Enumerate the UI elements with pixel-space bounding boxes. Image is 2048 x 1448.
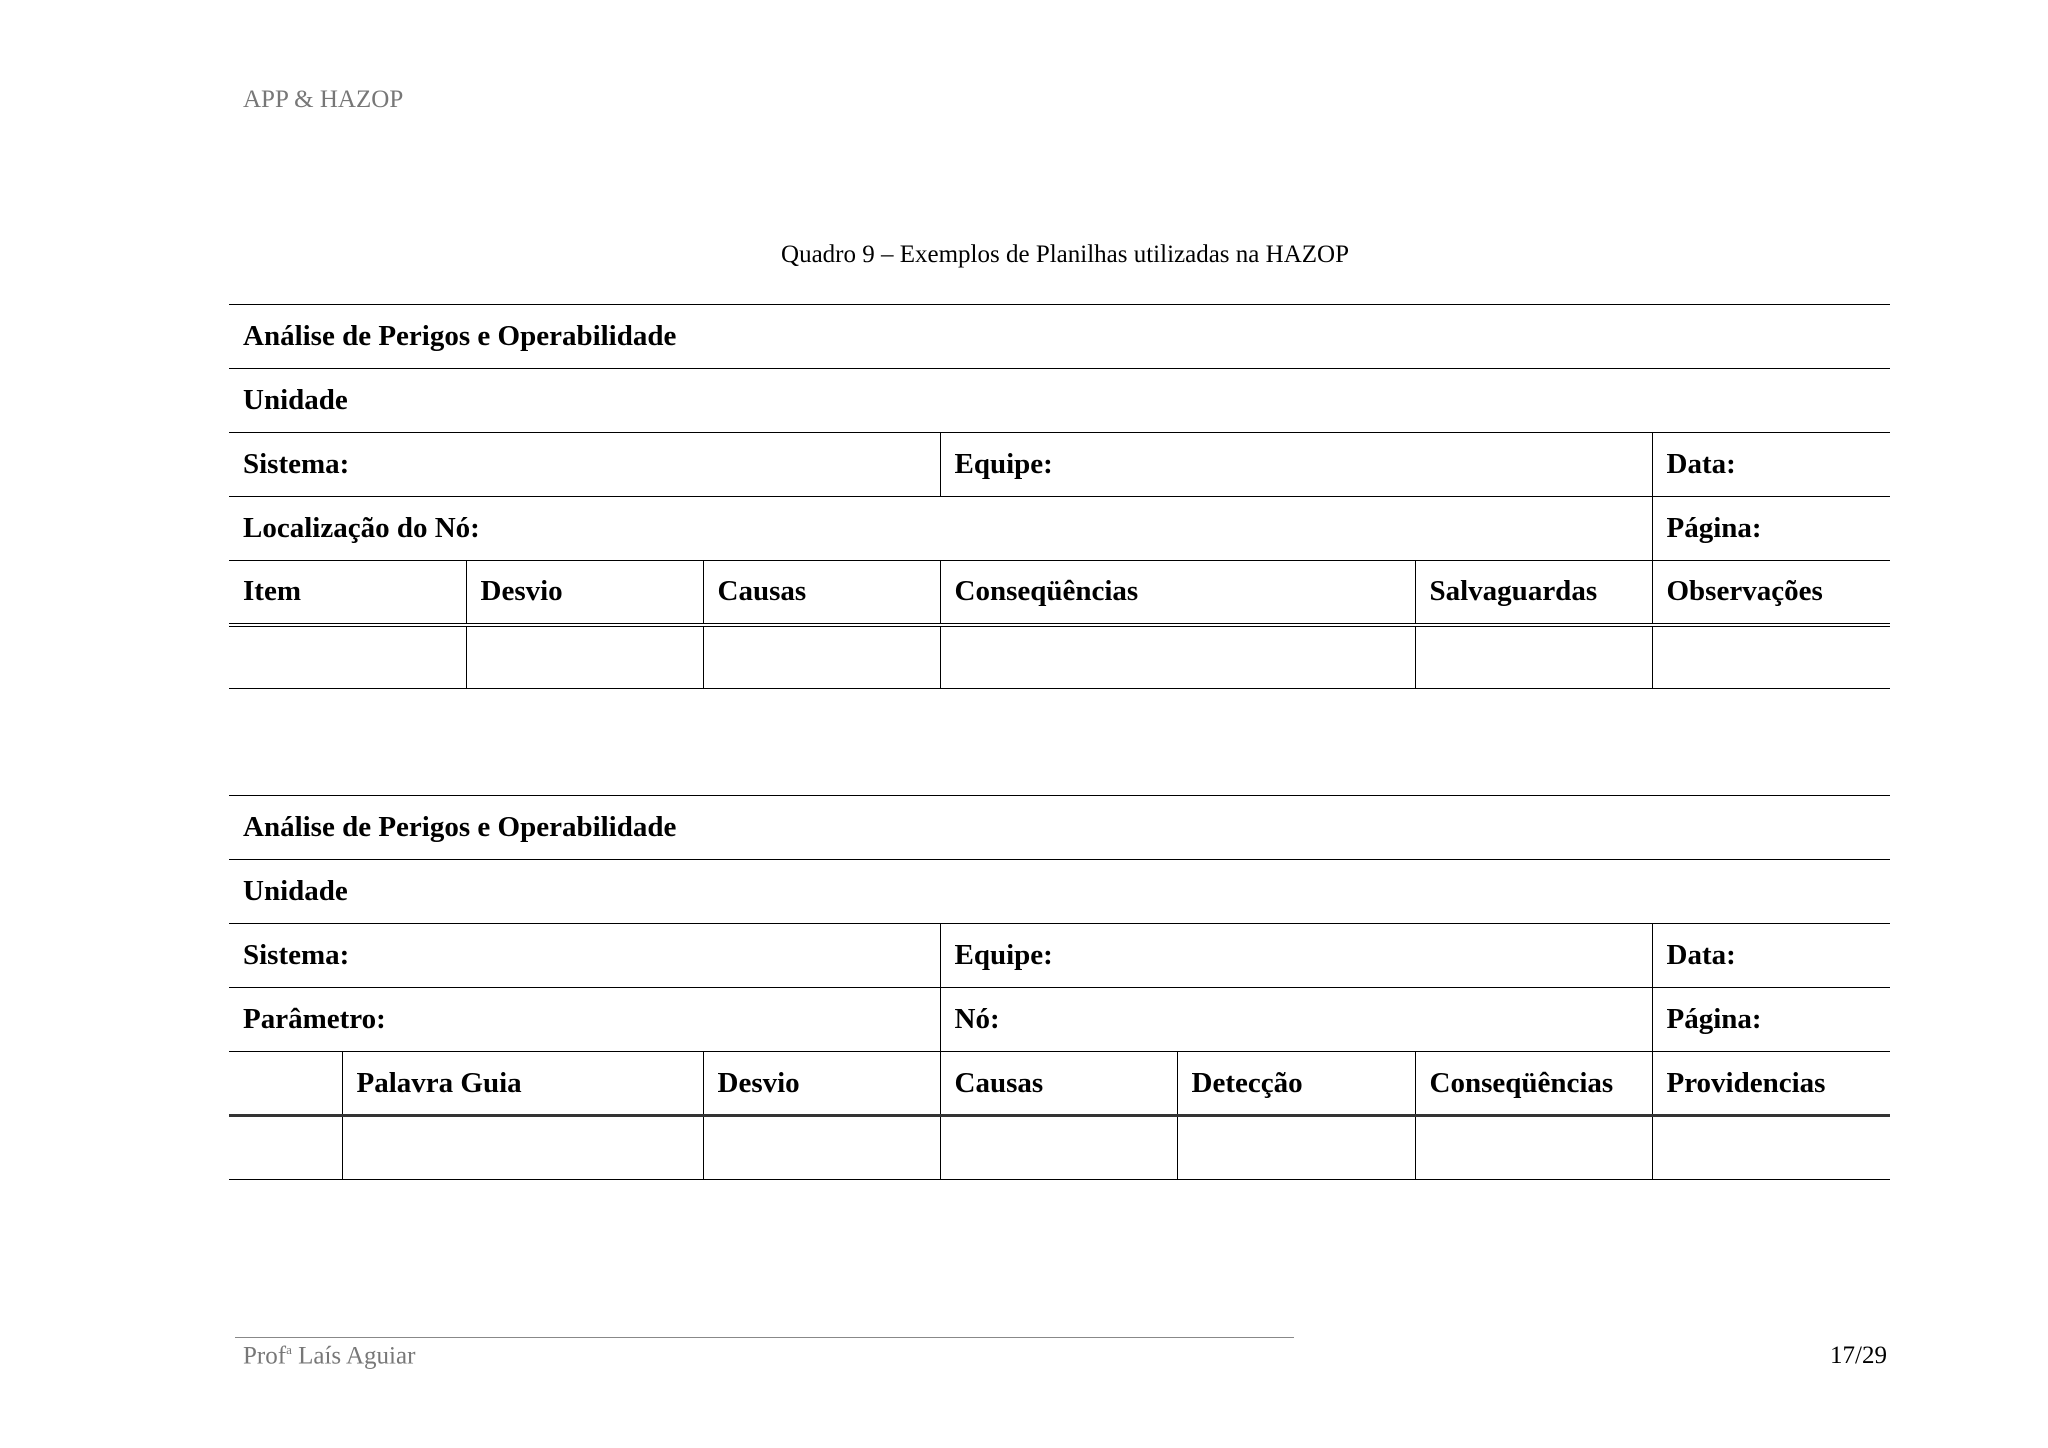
column-header: Causas (703, 561, 940, 625)
date-label: Data: (1652, 433, 1890, 497)
footer-author: Prof$^a$ Laís Aguiar (243, 1342, 416, 1370)
node-location-label: Localização do Nó: (229, 497, 1652, 561)
node-label: Nó: (940, 988, 1652, 1052)
system-label: Sistema: (229, 924, 940, 988)
table-caption: Quadro 9 – Exemplos de Planilhas utilizadas na HAZOP (781, 241, 1349, 268)
column-header (229, 1052, 342, 1116)
column-header: Observações (1652, 561, 1890, 625)
team-label: Equipe: (940, 433, 1652, 497)
empty-cell (1652, 625, 1890, 689)
footer-divider (235, 1337, 1294, 1338)
column-header: Detecção (1177, 1052, 1415, 1116)
empty-cell (940, 625, 1415, 689)
team-label: Equipe: (940, 924, 1652, 988)
empty-cell (229, 1116, 342, 1180)
date-label: Data: (1652, 924, 1890, 988)
empty-cell (1652, 1116, 1890, 1180)
page-label: Página: (1652, 988, 1890, 1052)
empty-cell (703, 1116, 940, 1180)
column-header: Desvio (703, 1052, 940, 1116)
empty-cell (1177, 1116, 1415, 1180)
column-header: Palavra Guia (342, 1052, 703, 1116)
column-header: Item (229, 561, 466, 625)
sheet-title: Análise de Perigos e Operabilidade (229, 796, 1890, 860)
empty-cell (703, 625, 940, 689)
unit-label: Unidade (229, 369, 1890, 433)
empty-cell (229, 625, 466, 689)
empty-cell (466, 625, 703, 689)
column-header: Salvaguardas (1415, 561, 1652, 625)
column-header: Conseqüências (940, 561, 1415, 625)
page-label: Página: (1652, 497, 1890, 561)
column-header: Conseqüências (1415, 1052, 1652, 1116)
empty-cell (342, 1116, 703, 1180)
column-header: Providencias (1652, 1052, 1890, 1116)
empty-cell (940, 1116, 1177, 1180)
column-header: Desvio (466, 561, 703, 625)
system-label: Sistema: (229, 433, 940, 497)
page-number: 17/29 (1830, 1342, 1887, 1369)
hazop-sheet-2 (229, 795, 1890, 1180)
sheet-title: Análise de Perigos e Operabilidade (229, 305, 1890, 369)
empty-cell (1415, 625, 1652, 689)
empty-cell (1415, 1116, 1652, 1180)
parameter-label: Parâmetro: (229, 988, 940, 1052)
column-header: Causas (940, 1052, 1177, 1116)
unit-label: Unidade (229, 860, 1890, 924)
running-header: APP & HAZOP (243, 86, 404, 113)
hazop-sheet-1 (229, 304, 1890, 689)
